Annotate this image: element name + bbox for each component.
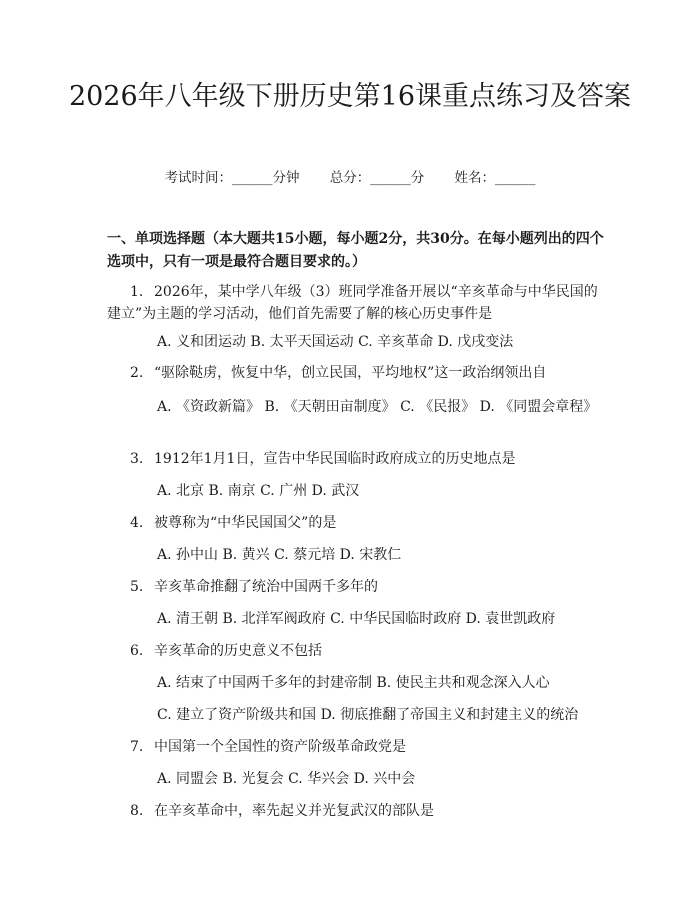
options-line: A. 清王朝 B. 北洋军阀政府 C. 中华民国临时政府 D. 袁世凯政府: [157, 611, 556, 627]
question-5: [107, 576, 602, 598]
options-line: A. 《资政新篇》 B. 《天朝田亩制度》 C. 《民报》 D. 《同盟会章程》: [157, 399, 598, 415]
question-number: 8.: [130, 803, 144, 819]
question-text: 被尊称为“中华民国国父”的是: [154, 515, 337, 531]
meta-unit: 分: [410, 170, 425, 186]
meta-unit: 分钟: [272, 170, 300, 186]
meta-label: 考试时间：: [164, 170, 232, 186]
question-number: 2.: [130, 365, 144, 381]
question-text: 辛亥革命的历史意义不包括: [154, 643, 322, 659]
meta-label: 总分：: [329, 170, 371, 186]
question-text: 中国第一个全国性的资产阶级革命政党是: [154, 739, 406, 755]
question-6: [107, 640, 602, 662]
exam-meta: [0, 168, 700, 188]
question-text: 2026年，某中学八年级（3）班同学准备开展以“辛亥革命与中华民国的建立”为主题的学习活动，他们首先需要了解的核心历史事件是: [107, 284, 598, 322]
options-line: A. 北京 B. 南京 C. 广州 D. 武汉: [157, 483, 360, 499]
question-3: [107, 448, 602, 470]
question-2-options: [107, 396, 602, 418]
exam-time-field: [164, 170, 299, 186]
question-text: “驱除鞑虏，恢复中华，创立民国，平均地权”这一政治纲领出自: [154, 365, 547, 381]
question-1-options: [107, 331, 602, 353]
options-line: A. 结束了中国两千多年的封建帝制 B. 使民主共和观念深入人心: [157, 675, 550, 691]
question-8: [107, 800, 602, 822]
meta-blank: ______: [495, 170, 536, 186]
question-text: 在辛亥革命中，率先起义并光复武汉的部队是: [154, 803, 434, 819]
question-number: 3.: [130, 451, 144, 467]
question-6-options-line-2: [107, 704, 602, 726]
options-line: A. 孙中山 B. 黄兴 C. 蔡元培 D. 宋教仁: [157, 547, 402, 563]
question-3-options: [107, 480, 602, 502]
question-number: 1.: [130, 284, 144, 300]
question-1: [107, 281, 602, 325]
name-field: [455, 170, 536, 186]
question-text: 1912年1月1日，宣告中华民国临时政府成立的历史地点是: [154, 451, 516, 467]
question-number: 6.: [130, 643, 144, 659]
meta-blank: ______: [370, 170, 411, 186]
question-4-options: [107, 544, 602, 566]
question-text: 辛亥革命推翻了统治中国两千多年的: [154, 579, 378, 595]
meta-blank: ______: [231, 170, 273, 186]
question-number: 7.: [130, 739, 144, 755]
question-number: 5.: [130, 579, 144, 595]
question-2: [107, 362, 602, 384]
question-7-options: [107, 768, 602, 790]
section-heading: 一、单项选择题（本大题共15小题，每小题2分，共30分。在每小题列出的四个选项中，只有一项是最符合题目要求的。）: [107, 231, 604, 270]
question-7: [107, 736, 602, 758]
options-line: A. 义和团运动 B. 太平天国运动 C. 辛亥革命 D. 戊戌变法: [157, 334, 514, 350]
meta-label: 姓名：: [454, 170, 496, 186]
question-6-options-line-1: [107, 672, 602, 694]
options-line: C. 建立了资产阶级共和国 D. 彻底推翻了帝国主义和封建主义的统治: [157, 707, 579, 723]
question-4: [107, 512, 602, 534]
options-line: A. 同盟会 B. 光复会 C. 华兴会 D. 兴中会: [157, 771, 416, 787]
total-score-field: [330, 170, 425, 186]
page-title: 2026年八年级下册历史第16课重点练习及答案: [68, 81, 632, 112]
question-number: 4.: [130, 515, 144, 531]
question-5-options: [107, 608, 602, 630]
